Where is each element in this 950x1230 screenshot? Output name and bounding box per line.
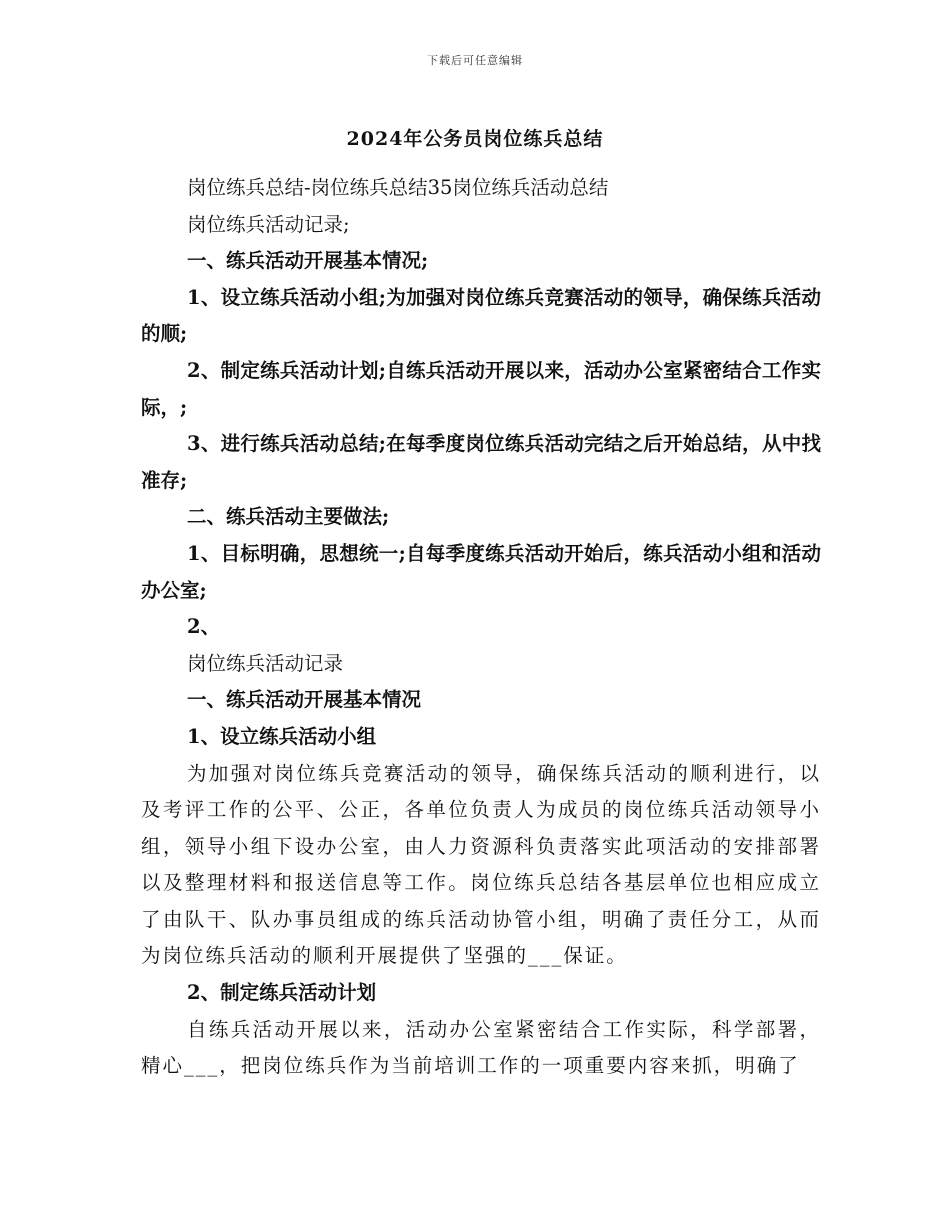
paragraph-section-heading: 一、练兵活动开展基本情况 xyxy=(187,688,422,712)
document-title: 2024年公务员岗位练兵总结 xyxy=(346,128,604,150)
download-note: 下载后可任意编辑 xyxy=(427,54,523,67)
paragraph-subheading-2: 2、制定练兵活动计划 xyxy=(187,981,377,1005)
paragraph-body-1: 为加强对岗位练兵竞赛活动的领导，确保练兵活动的顺利进行，以及考评工作的公平、公正，各单位负责人为成员的岗位练兵活动领导小组，领导小组下设办公室，由人力资源科负责落实此项活动的安排部署以及整理材料和报送信息等工作。岗位练兵总结各基层单位也相应成立了由队干、队办事员组成的练兵活动协管小组，明确了责任分工，从而为岗位练兵活动的顺利开展提供了坚强的___保证。 xyxy=(141,761,821,968)
paragraph-record-title: 岗位练兵活动记录 xyxy=(187,651,344,675)
document-body xyxy=(141,170,821,1085)
paragraph-record-heading: 岗位练兵活动记录; xyxy=(187,212,350,236)
paragraph-item-3: 3、进行练兵活动总结;在每季度岗位练兵活动完结之后开始总结，从中找准存; xyxy=(141,432,821,492)
paragraph-subheading-1: 1、设立练兵活动小组 xyxy=(187,724,377,748)
paragraph-section-2: 二、练兵活动主要做法; xyxy=(187,505,390,529)
paragraph-item-1: 1、设立练兵活动小组;为加强对岗位练兵竞赛活动的领导，确保练兵活动的顺; xyxy=(141,285,821,346)
paragraph-section-1: 一、练兵活动开展基本情况; xyxy=(187,249,429,273)
paragraph-body-2: 自练兵活动开展以来，活动办公室紧密结合工作实际，科学部署，精心___，把岗位练兵作为当前培训工作的一项重要内容来抓，明确了 xyxy=(141,1017,821,1078)
paragraph-item-2: 2、制定练兵活动计划;自练兵活动开展以来，活动办公室紧密结合工作实际，; xyxy=(141,358,821,419)
paragraph-method-1: 1、目标明确，思想统一;自每季度练兵活动开始后，练兵活动小组和活动办公室; xyxy=(141,541,821,602)
paragraph-subtitle: 岗位练兵总结-岗位练兵总结35岗位练兵活动总结 xyxy=(187,176,609,199)
paragraph-method-2: 2、 xyxy=(187,615,221,639)
